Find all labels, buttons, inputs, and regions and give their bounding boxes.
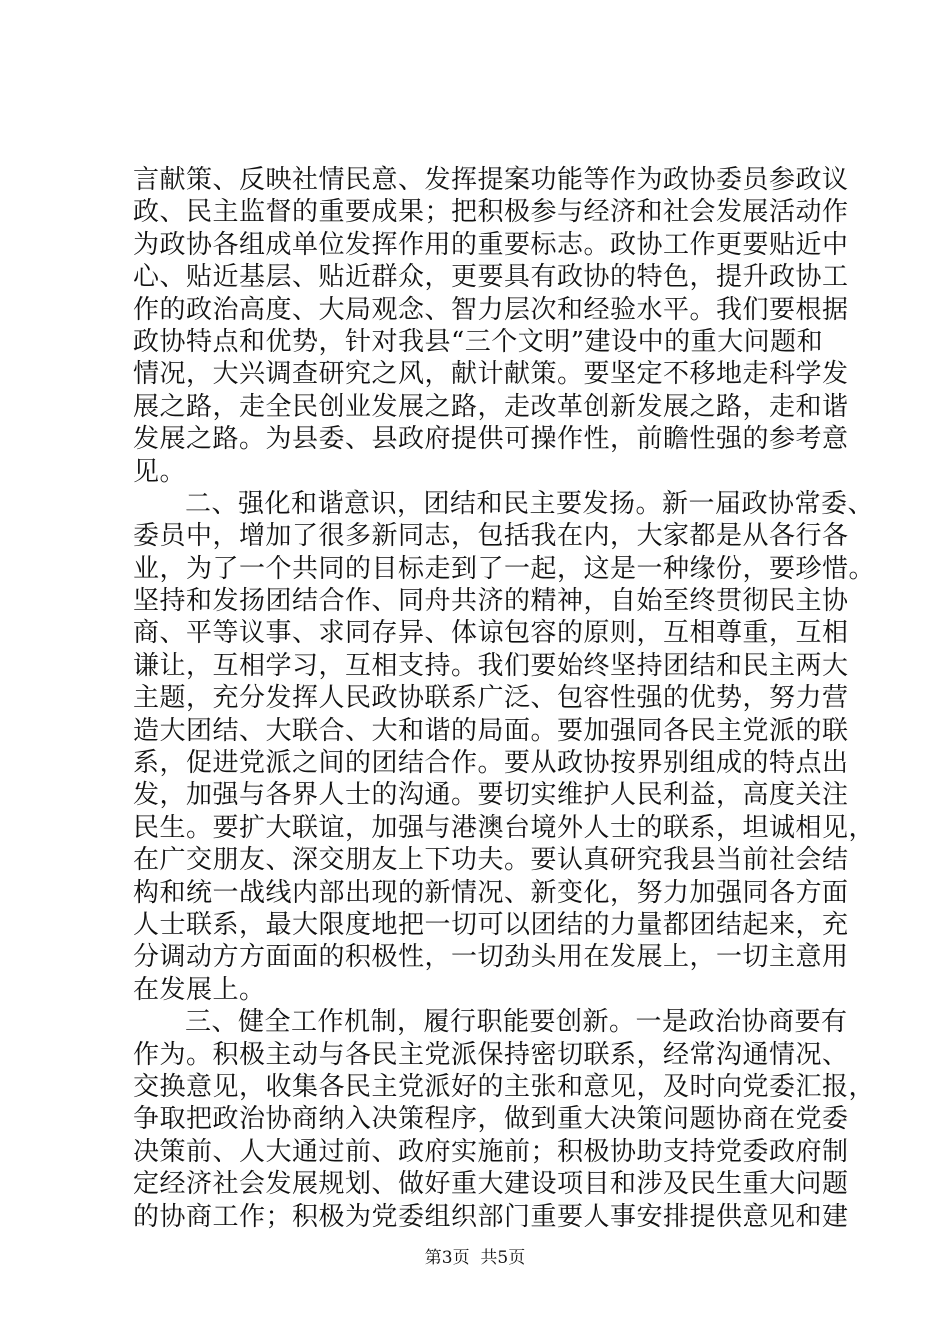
text-line: 心、贴近基层、贴近群众，更要具有政协的特色，提升政协工	[133, 262, 849, 293]
text-line: 委员中，增加了很多新同志，包括我在内，大家都是从各行各	[133, 521, 849, 552]
text-line: 争取把政治协商纳入决策程序，做到重大决策问题协商在党委	[133, 1104, 849, 1135]
text-line: 人士联系，最大限度地把一切可以团结的力量都团结起来，充	[133, 909, 849, 940]
text-line: 的协商工作；积极为党委组织部门重要人事安排提供意见和建	[133, 1201, 849, 1232]
text-line: 展之路，走全民创业发展之路，走改革创新发展之路，走和谐	[133, 391, 849, 422]
text-line: 谦让，互相学习，互相支持。我们要始终坚持团结和民主两大	[133, 650, 849, 681]
text-line: 坚持和发扬团结合作、同舟共济的精神，自始至终贯彻民主协	[133, 586, 849, 617]
text-line: 交换意见，收集各民主党派好的主张和意见，及时向党委汇报，	[133, 1071, 876, 1102]
text-line: 造大团结、大联合、大和谐的局面。要加强同各民主党派的联	[133, 715, 849, 746]
text-line: 言献策、反映社情民意、发挥提案功能等作为政协委员参政议	[133, 165, 849, 195]
text-line: 业，为了一个共同的目标走到了一起，这是一种缘份，要珍惜。	[133, 553, 876, 584]
text-line: 政协特点和优势，针对我县“三个文明”建设中的重大问题和	[133, 326, 824, 357]
paragraph-heading-3: 三、健全工作机制，履行职能要创新。一是政治协商要有	[185, 1007, 848, 1038]
text-line: 构和统一战线内部出现的新情况、新变化，努力加强同各方面	[133, 877, 849, 908]
text-line: 商、平等议事、求同存异、体谅包容的原则，互相尊重，互相	[133, 618, 849, 649]
text-line: 定经济社会发展规划、做好重大建设项目和涉及民生重大问题	[133, 1169, 849, 1200]
text-line: 在发展上。	[133, 974, 266, 1005]
text-line: 决策前、人大通过前、政府实施前；积极协助支持党委政府制	[133, 1136, 849, 1167]
text-line: 为政协各组成单位发挥作用的重要标志。政协工作更要贴近中	[133, 229, 849, 260]
text-line: 发展之路。为县委、县政府提供可操作性，前瞻性强的参考意	[133, 424, 849, 455]
text-line: 情况，大兴调查研究之风，献计献策。要坚定不移地走科学发	[133, 359, 849, 390]
page-number: 第3页 共5页	[424, 1248, 526, 1268]
page-footer	[0, 1243, 950, 1268]
text-line: 在广交朋友、深交朋友上下功夫。要认真研究我县当前社会结	[133, 845, 849, 876]
text-line: 作的政治高度、大局观念、智力层次和经验水平。我们要根据	[133, 294, 849, 325]
text-line: 主题，充分发挥人民政协联系广泛、包容性强的优势，努力营	[133, 683, 849, 714]
text-line: 民生。要扩大联谊，加强与港澳台境外人士的联系，坦诚相见，	[133, 812, 876, 843]
text-line: 作为。积极主动与各民主党派保持密切联系，经常沟通情况、	[133, 1039, 849, 1070]
text-line: 见。	[133, 456, 187, 487]
text-line: 分调动方方面面的积极性，一切劲头用在发展上，一切主意用	[133, 942, 849, 973]
text-line: 政、民主监督的重要成果；把积极参与经济和社会发展活动作	[133, 197, 849, 228]
text-line: 发，加强与各界人士的沟通。要切实维护人民利益，高度关注	[133, 780, 849, 811]
paragraph-heading-2: 二、强化和谐意识，团结和民主要发扬。新一届政协常委、	[185, 488, 875, 519]
body-text	[133, 164, 876, 1233]
text-line: 系，促进党派之间的团结合作。要从政协按界别组成的特点出	[133, 748, 849, 779]
